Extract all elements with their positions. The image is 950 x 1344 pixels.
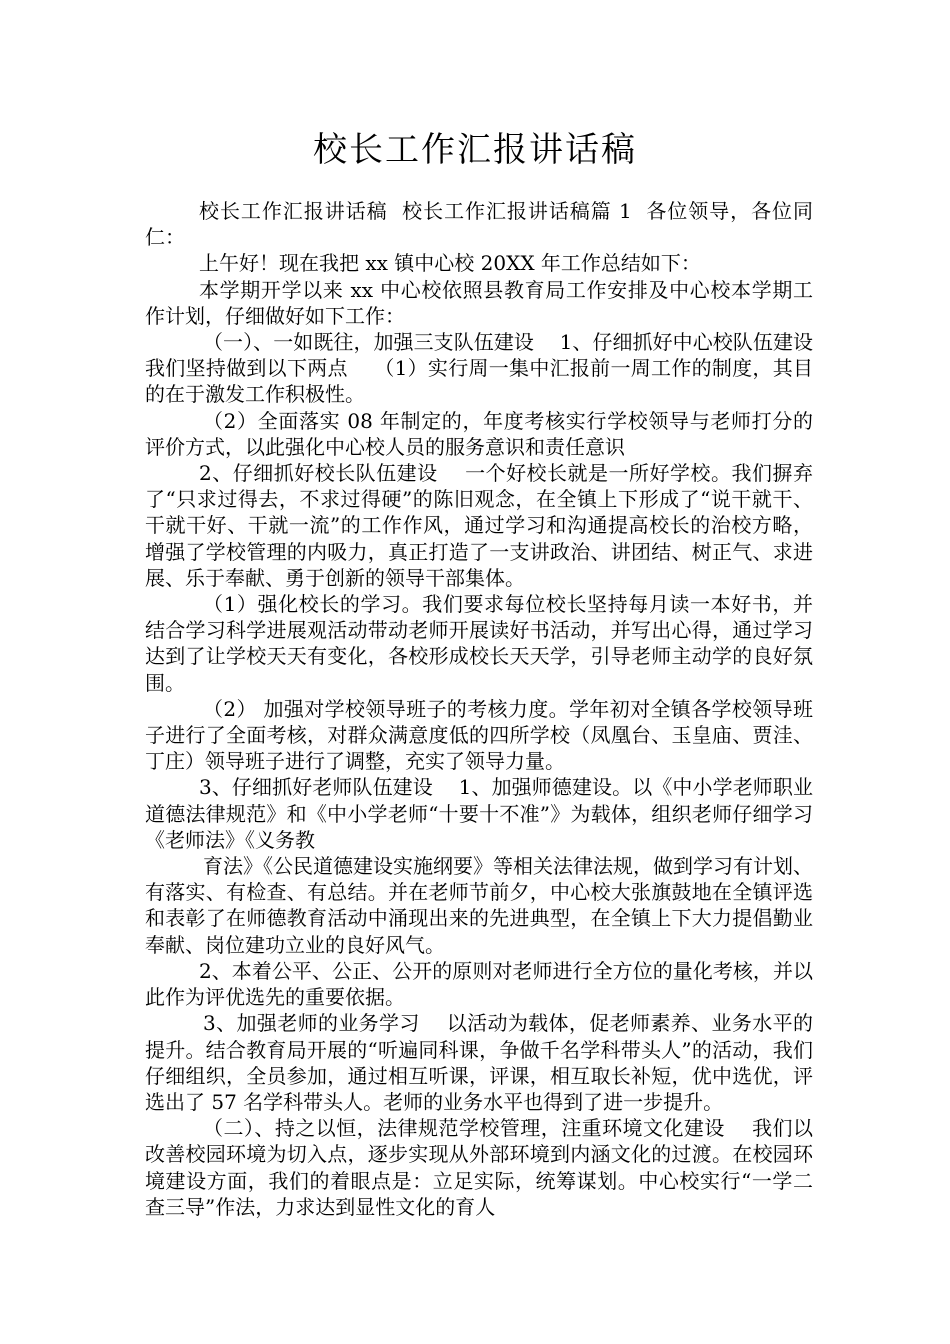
- paragraph-assessment: （2）全面落实 08 年制定的，年度考核实行学校领导与老师打分的评价方式，以此强化中心校人员的服务意识和责任意识: [145, 408, 813, 459]
- paragraph-leadership-review: （2） 加强对学校领导班子的考核力度。学年初对全镇各学校领导班子进行了全面考核，对群众满意度低的四所学校（凤凰台、玉皇庙、贾洼、丁庄）领导班子进行了调整，充实了领导力量。: [145, 696, 813, 774]
- paragraph-legal-study: 育法》《公民道德建设实施纲要》等相关法律法规，做到学习有计划、有落实、有检查、有总结。并在老师节前夕，中心校大张旗鼓地在全镇评选和表彰了在师德教育活动中涌现出来的先进典型，在全镇上下大力提倡勤业奉献、岗位建功立业的良好风气。: [145, 854, 813, 957]
- paragraph-intro: 上午好！现在我把 xx 镇中心校 20XX 年工作总结如下：: [199, 251, 701, 276]
- document-title: 校长工作汇报讲话稿: [313, 130, 637, 170]
- paragraph-section-one: （一）、一如既往，加强三支队伍建设 1、仔细抓好中心校队伍建设 我们坚持做到以下两点 （1）实行周一集中汇报前一周工作的制度，其目的在于激发工作积极性。: [145, 330, 839, 407]
- paragraph-overview: 本学期开学以来 xx 中心校依照县教育局工作安排及中心校本学期工作计划，仔细做好如下工作：: [145, 277, 813, 328]
- paragraph-principal-team: 2、仔细抓好校长队伍建设 一个好校长就是一所好学校。我们摒弃了“只求过得去，不求过得硬”的陈旧观念，在全镇上下形成了“说干就干、干就干好、干就一流”的工作作风，通过学习和沟通提高校长的治校方略，增强了学校管理的内吸力，真正打造了一支讲政治、讲团结、树正气、求进展、乐于奉献、勇于创新的领导干部集体。: [145, 461, 813, 590]
- paragraph-professional-study: 3、加强老师的业务学习 以活动为载体，促老师素养、业务水平的提升。结合教育局开展的“听遍同科课，争做千名学科带头人”的活动，我们仔细组织，全员参加，通过相互听课，评课，相互取长补短，优中选优，评选出了 57 名学科带头人。老师的业务水平也得到了进一步提升。: [145, 1011, 813, 1114]
- paragraph-teacher-team: 3、仔细抓好老师队伍建设 1、加强师德建设。以《中小学老师职业道德法律规范》和《中小学老师“十要十不准”》为载体，组织老师仔细学习《老师法》《义务教: [145, 775, 813, 852]
- paragraph-principal-study: （1）强化校长的学习。我们要求每位校长坚持每月读一本好书，并结合学习科学进展观活动带动老师开展读好书活动，并写出心得，通过学习达到了让学校天天有变化，各校形成校长天天学，引导老师主动学的良好氛围。: [145, 592, 813, 695]
- paragraph-greeting: 校长工作汇报讲话稿 校长工作汇报讲话稿篇 1 各位领导，各位同仁：: [145, 199, 813, 250]
- paragraph-section-two: （二）、持之以恒，法律规范学校管理，注重环境文化建设 我们以改善校园环境为切入点，逐步实现从外部环境到内涵文化的过渡。在校园环境建设方面，我们的着眼点是：立足实际，统筹谋划。中心校实行“一学二查三导”作法，力求达到显性文化的育人: [145, 1116, 813, 1219]
- document-body: [145, 198, 839, 1220]
- paragraph-quantitative-review: 2、本着公平、公正、公开的原则对老师进行全方位的量化考核，并以此作为评优选先的重要依据。: [145, 958, 813, 1010]
